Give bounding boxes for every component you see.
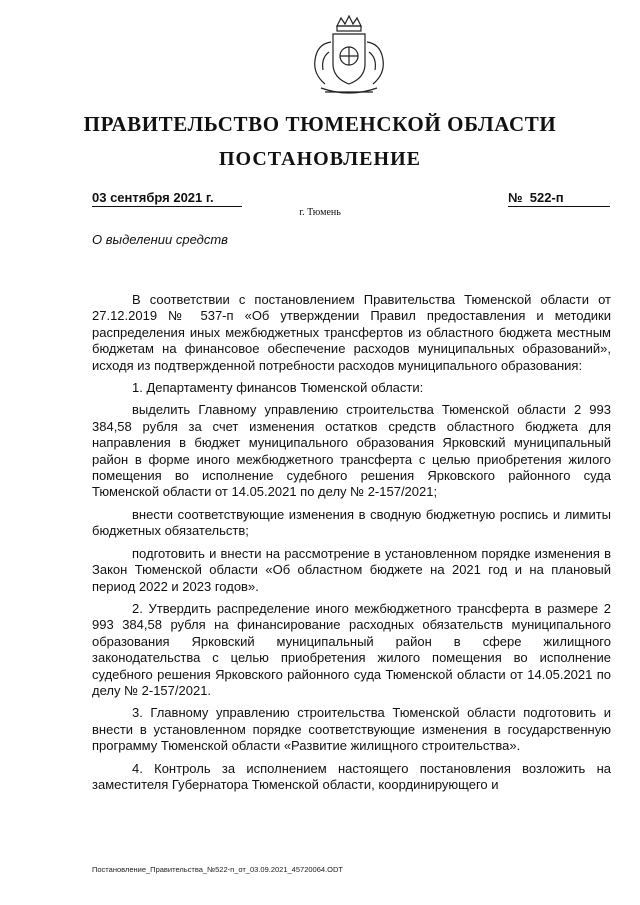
document-subject: О выделении средств xyxy=(92,232,228,247)
paragraph: внести соответствующие изменения в сводную бюджетную роспись и лимиты бюджетных обязательств; xyxy=(92,506,611,539)
document-number: 522-п xyxy=(529,190,564,205)
document-number-field xyxy=(508,190,610,207)
city-label: г. Тюмень xyxy=(299,207,341,218)
organization-title: ПРАВИТЕЛЬСТВО ТЮМЕНСКОЙ ОБЛАСТИ xyxy=(83,112,557,136)
coat-of-arms-icon xyxy=(303,12,395,104)
paragraph: 1. Департаменту финансов Тюменской области: xyxy=(132,380,424,396)
document-type-title: ПОСТАНОВЛЕНИЕ xyxy=(219,148,421,170)
paragraph: 4. Контроль за исполнением настоящего постановления возложить на заместителя Губернатора Тюменской области, координирующего и xyxy=(92,760,611,792)
paragraph: 3. Главному управлению строительства Тюменской области подготовить и внести в установленном порядке соответствующие изменения в государственную программу Тюменской области «Развитие жилищного строительства». xyxy=(92,705,611,754)
number-label: № xyxy=(508,190,523,205)
paragraph: В соответствии с постановлением Правительства Тюменской области от 27.12.2019 № 537-п «Об утверждении Правил предоставления и методики распределения иных межбюджетных трансфертов из областного бюджета местным бюджетам на финансовое обеспечение расходов муниципальных образований», исходя из подтвержденной потребности расходов муниципального образования: xyxy=(92,292,611,373)
paragraph: подготовить и внести на рассмотрение в установленном порядке изменения в Закон Тюменской области «Об областном бюджете на 2021 год и на плановый период 2022 и 2023 годов». xyxy=(92,545,611,594)
paragraph: 2. Утвердить распределение иного межбюджетного трансферта в размере 2 993 384,58 рубля на финансирование расходных обязательств муниципального образования Ярковский муниципальный район в сфере жилищного законодательства с целью приобретения жилого помещения во исполнение судебного решения Ярковского районного суда Тюменской области от 14.05.2021 по делу № 2-157/2021. xyxy=(92,600,611,698)
file-name-footer: Постановление_Правительства_№522-п_от_03.09.2021_45720064.ODT xyxy=(92,865,343,874)
document-body xyxy=(92,292,611,799)
paragraph: выделить Главному управлению строительства Тюменской области 2 993 384,58 рубля за счет изменения остатков средств областного бюджета для направления в бюджет муниципального образования Ярковский муниципальный район в форме иного межбюджетного трансферта с целью приобретения жилого помещения во исполнение судебного решения Ярковского районного суда Тюменской области от 14.05.2021 по делу № 2-157/2021; xyxy=(92,402,611,500)
document-date: 03 сентября 2021 г. xyxy=(92,190,242,207)
